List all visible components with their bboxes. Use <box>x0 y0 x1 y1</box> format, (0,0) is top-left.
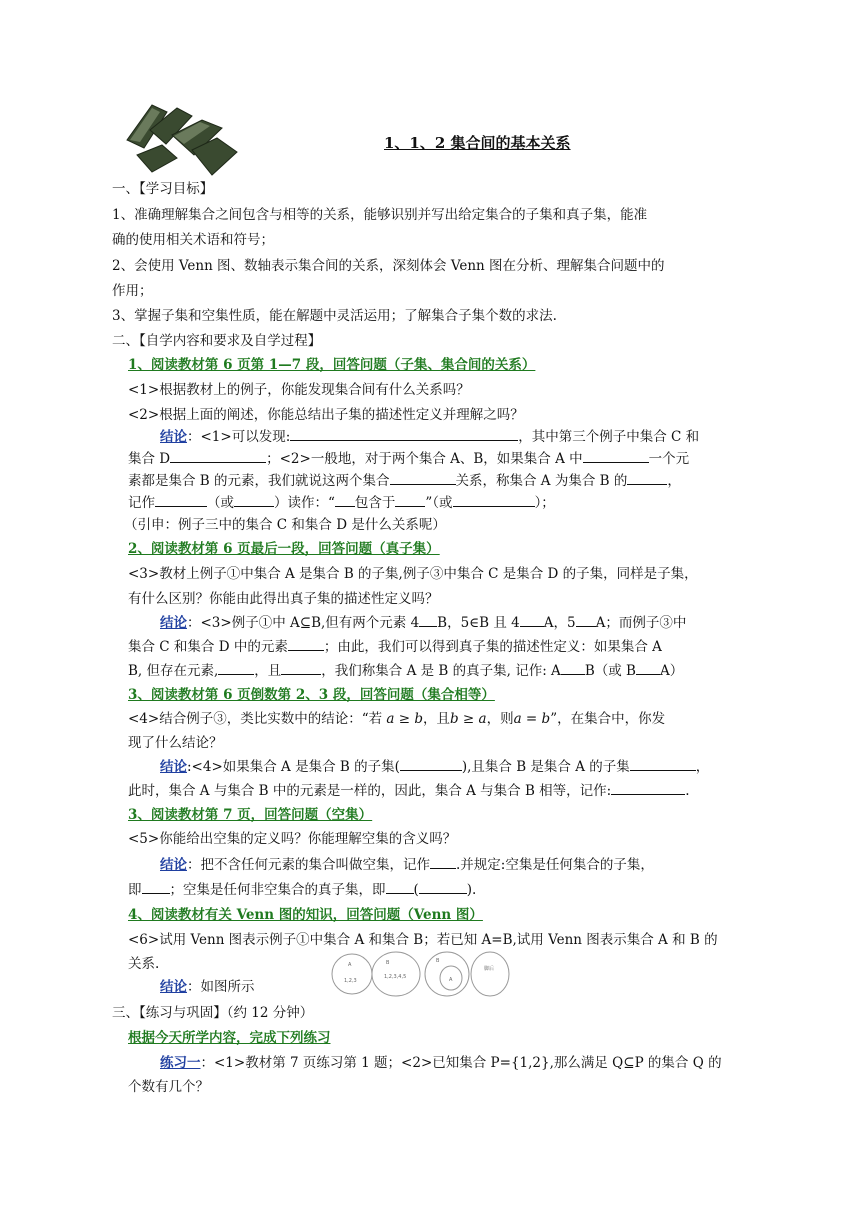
question-3-line-2: 有什么区别？你能由此得出真子集的描述性定义吗？ <box>128 591 439 607</box>
conclusion-label: 结论 <box>160 857 187 873</box>
venn-label: A <box>449 977 453 983</box>
blank <box>170 448 266 463</box>
conclusion-1-line-2: 集合 D ；<2>一般地，对于两个集合 A、B，如果集合 A 中 一个元 <box>128 448 689 470</box>
question-1: <1>根据教材上的例子，你能发现集合间有什么关系吗？ <box>128 382 470 398</box>
conclusion-3-line-2: 此时，集合 A 与集合 B 中的元素是一样的，因此，集合 A 与集合 B 相等，记作: . <box>128 780 690 802</box>
venn-label: 1,2,3 <box>344 978 357 984</box>
practice-heading: 根据今天所学内容，完成下列练习 <box>128 1030 331 1046</box>
venn-label: A <box>348 962 352 968</box>
venn-circle <box>332 954 372 994</box>
goal-1-line-2: 确的使用相关术语和符号； <box>112 232 274 248</box>
question-6-line-1: <6>试用 Venn 图表示例子①中集合 A 和集合 B；若已知 A=B,试用 Venn 图表示集合 A 和 B 的 <box>128 932 718 948</box>
blank <box>335 492 355 507</box>
math-equation: a = b <box>513 711 551 727</box>
venn-diagrams-figure <box>330 950 510 998</box>
question-3-line-1: <3>教材上例子①中集合 A 是集合 B 的子集,例子③中集合 C 是集合 D 的子集，同样是子集， <box>128 566 698 582</box>
conclusion-5: 结论：如图所示 <box>160 979 255 995</box>
conclusion-3-line-1: 结论:<4>如果集合 A 是集合 B 的子集( ),且集合 B 是集合 A 的子集 ， <box>160 756 709 778</box>
exercise-1-line-2: 个数有几个？ <box>128 1079 209 1095</box>
conclusion-1-line-3: 素都是集合 B 的元素，我们就说这两个集合 关系，称集合 A 为集合 B 的 ， <box>128 470 681 492</box>
goal-2-line-2: 作用； <box>112 283 153 299</box>
blank <box>627 470 667 485</box>
page-title: 1、1、2 集合间的基本关系 <box>384 134 571 152</box>
blank <box>561 660 585 675</box>
conclusion-1-note: （引申：例子三中的集合 C 和集合 D 是什么关系呢） <box>124 517 446 533</box>
section-2-heading: 二、【自学内容和要求及自学过程】 <box>112 333 322 349</box>
conclusion-label: 结论 <box>160 615 187 631</box>
conclusion-2-line-1: 结论：<3>例子①中 A⊆B,但有两个元素 4 B，5∈B 且 4 A，5 A；而例子③中 <box>160 612 686 634</box>
goal-3: 3、掌握子集和空集性质，能在解题中灵活运用；了解集合子集个数的求法. <box>112 308 557 324</box>
blank <box>520 612 544 627</box>
blank <box>290 426 518 441</box>
blank <box>400 756 462 771</box>
blank <box>386 879 414 894</box>
blank <box>390 470 456 485</box>
subsection-1-heading: 1、阅读教材第 6 页第 1—7 段，回答问题（子集、集合间的关系） <box>128 357 536 373</box>
exercise-label: 练习一 <box>160 1055 201 1071</box>
subsection-2-heading: 2、阅读教材第 6 页最后一段，回答问题（真子集） <box>128 541 440 557</box>
blank <box>576 612 596 627</box>
conclusion-label: 结论 <box>160 759 187 775</box>
question-4-line-1: <4>结合例子③，类比实数中的结论：“若 a ≥ b，且b ≥ a，则a = b”，在集合中，你发 <box>128 711 666 727</box>
question-6-line-2: 关系. <box>128 956 160 972</box>
venn-label: 1,2,3,4,5 <box>384 974 407 980</box>
exercise-1-line-1: 练习一：<1>教材第 7 页练习第 1 题；<2>已知集合 P={1,2},那么满足 Q⊆P 的集合 Q 的 <box>160 1055 722 1071</box>
section-1-heading: 一、【学习目标】 <box>112 181 214 197</box>
venn-label: B <box>386 960 390 966</box>
blank <box>611 780 685 795</box>
blank <box>155 492 207 507</box>
subsection-5-heading: 4、阅读教材有关 Venn 图的知识，回答问题（Venn 图） <box>128 907 483 923</box>
conclusion-1-line-1: 结论：<1>可以发现: ，其中第三个例子中集合 C 和 <box>160 426 699 448</box>
blank <box>419 612 437 627</box>
venn-label: B <box>436 958 440 964</box>
blank <box>395 492 425 507</box>
conclusion-label: 结论 <box>160 979 187 995</box>
math-inequality: b ≥ a <box>450 711 487 727</box>
goal-2-line-1: 2、会使用 Venn 图、数轴表示集合间的关系，深刻体会 Venn 图在分析、理解集合问题中的 <box>112 258 665 274</box>
blank <box>583 448 649 463</box>
conclusion-4-line-2: 即 ；空集是任何非空集合的真子集，即 ( ). <box>128 879 476 901</box>
math-inequality: a ≥ b <box>386 711 423 727</box>
subsection-4-heading: 3、阅读教材第 7 页，回答问题（空集） <box>128 807 373 823</box>
decorative-logo <box>122 100 242 180</box>
section-3-heading: 三、【练习与巩固】（约 12 分钟） <box>112 1005 314 1021</box>
blank <box>234 492 274 507</box>
conclusion-4-line-1: 结论：把不含任何元素的集合叫做空集，记作 .并规定:空集是任何集合的子集， <box>160 854 654 876</box>
question-5: <5>你能给出空集的定义吗？你能理解空集的含义吗？ <box>128 831 457 847</box>
blank <box>142 879 170 894</box>
venn-circle <box>471 952 509 996</box>
question-4-line-2: 现了什么结论？ <box>128 735 223 751</box>
subsection-3-heading: 3、阅读教材第 6 页倒数第 2、3 段，回答问题（集合相等） <box>128 687 495 703</box>
conclusion-label: 结论 <box>160 429 187 445</box>
goal-1-line-1: 1、准确理解集合之间包含与相等的关系，能够识别并写出给定集合的子集和真子集，能准 <box>112 207 648 223</box>
blank <box>218 660 254 675</box>
venn-label: 脚后 <box>484 966 495 972</box>
blank <box>281 660 321 675</box>
conclusion-1-line-4: 记作 （或 ）读作：“ 包含于 ”（或 ）； <box>128 492 555 514</box>
blank <box>630 756 696 771</box>
blank <box>453 492 535 507</box>
question-2: <2>根据上面的阐述，你能总结出子集的描述性定义并理解之吗？ <box>128 407 524 423</box>
blank <box>419 879 467 894</box>
blank <box>636 660 660 675</box>
blank <box>430 854 456 869</box>
conclusion-2-line-3: B, 但存在元素, ，且 ，我们称集合 A 是 B 的真子集, 记作: A B（或 B A） <box>128 660 683 682</box>
conclusion-2-line-2: 集合 C 和集合 D 中的元素 ；由此，我们可以得到真子集的描述性定义：如果集合 A <box>128 636 662 658</box>
blank <box>288 636 324 651</box>
